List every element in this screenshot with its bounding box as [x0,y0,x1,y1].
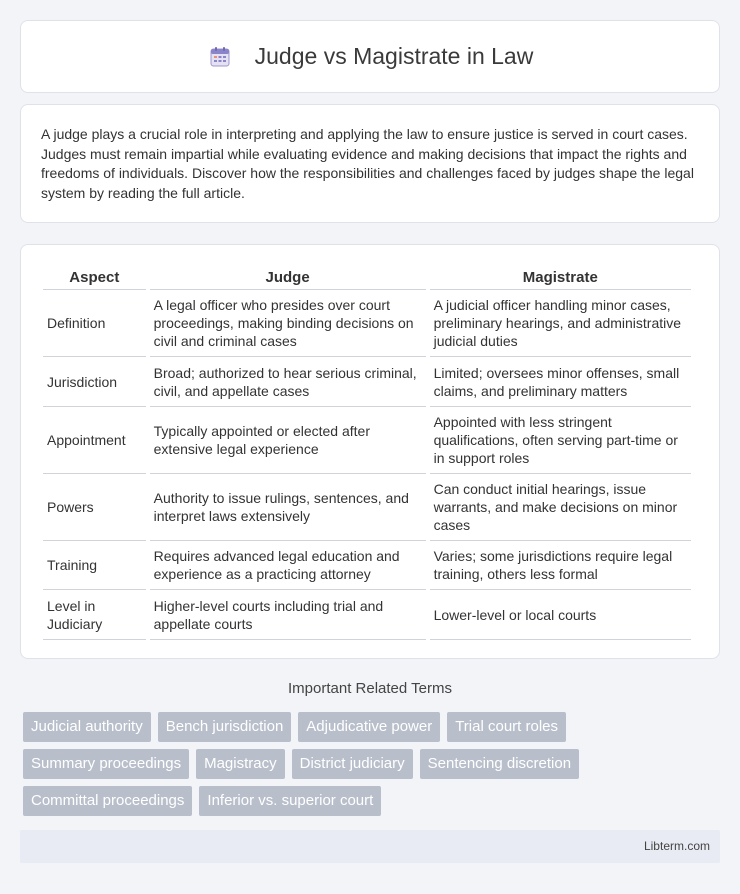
comparison-table [39,265,695,640]
comparison-card [20,244,720,659]
table-row [43,290,691,357]
tag-sentencing-discretion[interactable]: Sentencing discretion [420,749,579,779]
page-title: Judge vs Magistrate in Law [254,43,534,69]
table-row [43,590,691,640]
intro-card [20,104,720,223]
cell-aspect: Powers [43,474,146,541]
calendar-icon [207,44,233,70]
title-card [20,20,720,93]
cell-magistrate: Limited; oversees minor offenses, small claims, and preliminary matters [430,357,691,407]
tag-summary-proceedings[interactable]: Summary proceedings [23,749,189,779]
cell-magistrate: A judicial officer handling minor cases, preliminary hearings, and administrative judicial duties [430,290,691,357]
tag-adjudicative-power[interactable]: Adjudicative power [298,712,440,742]
tag-district-judiciary[interactable]: District judiciary [292,749,413,779]
footer [20,830,720,863]
cell-aspect: Jurisdiction [43,357,146,407]
related-terms-list [23,712,723,816]
tag-magistracy[interactable]: Magistracy [196,749,285,779]
tag-judicial-authority[interactable]: Judicial authority [23,712,151,742]
table-row [43,541,691,590]
cell-aspect: Level in Judiciary [43,590,146,640]
cell-judge: Broad; authorized to hear serious criminal, civil, and appellate cases [150,357,426,407]
cell-judge: Typically appointed or elected after extensive legal experience [150,407,426,474]
cell-judge: Requires advanced legal education and experience as a practicing attorney [150,541,426,590]
cell-judge: Authority to issue rulings, sentences, and interpret laws extensively [150,474,426,541]
intro-text: A judge plays a crucial role in interpreting and applying the law to ensure justice is served in court cases. Judges must remain impartial while evaluating evidence and making decisions that impact the rights and freedoms of individuals. Discover how the responsibilities and challenges faced by judges shape the legal system by reading the full article. [41,126,694,201]
cell-aspect: Appointment [43,407,146,474]
table-row [43,474,691,541]
cell-judge: Higher-level courts including trial and appellate courts [150,590,426,640]
table-row [43,407,691,474]
cell-magistrate: Can conduct initial hearings, issue warrants, and make decisions on minor cases [430,474,691,541]
cell-aspect: Definition [43,290,146,357]
related-terms-heading: Important Related Terms [288,680,452,697]
footer-site-link[interactable]: Libterm.com [643,839,710,853]
cell-magistrate: Appointed with less stringent qualifications, often serving part-time or in support roles [430,407,691,474]
header-aspect: Aspect [43,265,146,290]
header-judge: Judge [150,265,426,290]
table-header-row [43,265,691,290]
tag-inferior-vs-superior-court[interactable]: Inferior vs. superior court [199,786,381,816]
tag-bench-jurisdiction[interactable]: Bench jurisdiction [158,712,292,742]
cell-judge: A legal officer who presides over court proceedings, making binding decisions on civil and criminal cases [150,290,426,357]
cell-magistrate: Lower-level or local courts [430,590,691,640]
table-row [43,357,691,407]
header-magistrate: Magistrate [430,265,691,290]
cell-aspect: Training [43,541,146,590]
tag-committal-proceedings[interactable]: Committal proceedings [23,786,192,816]
cell-magistrate: Varies; some jurisdictions require legal training, others less formal [430,541,691,590]
tag-trial-court-roles[interactable]: Trial court roles [447,712,566,742]
